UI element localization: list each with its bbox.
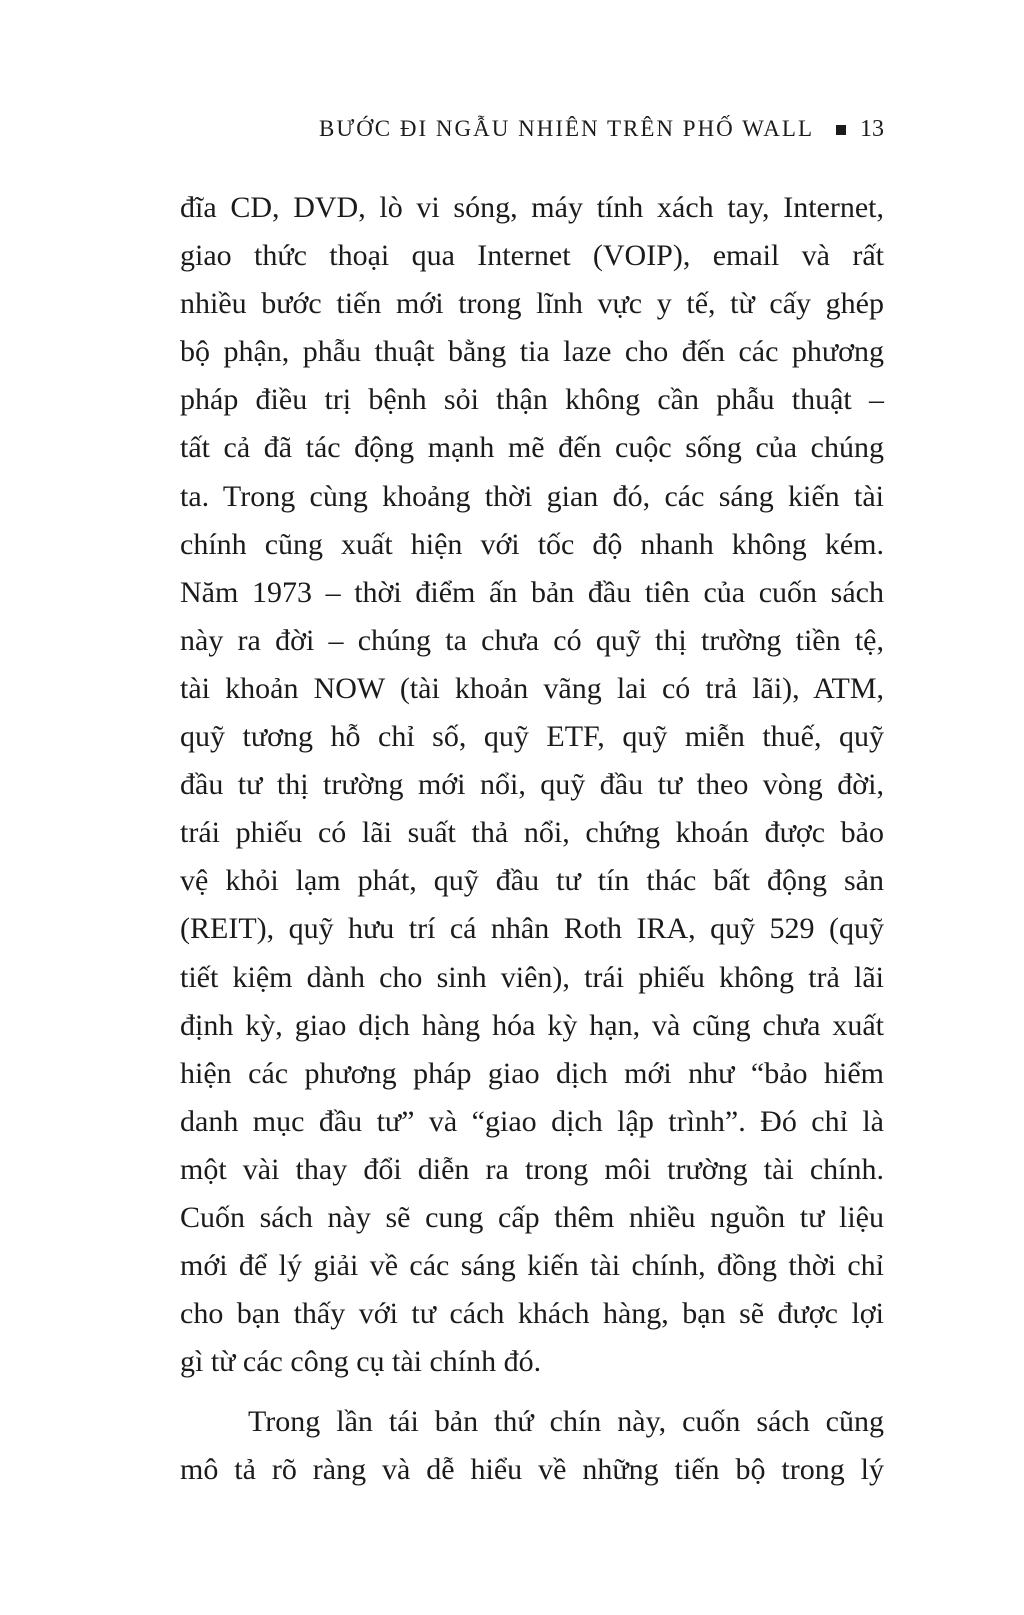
text-line: đĩa CD, DVD, lò vi sóng, máy tính xách tay, Internet, (180, 191, 884, 224)
page-number: 13 (860, 116, 884, 142)
paragraph-2 (180, 1398, 884, 1494)
text-line: (REIT), quỹ hưu trí cá nhân Roth IRA, quỹ 529 (quỹ (180, 912, 884, 946)
body-text (180, 184, 884, 1495)
text-line: cho bạn thấy với tư cách khách hàng, bạn sẽ được lợi (180, 1297, 884, 1331)
text-line: này ra đời – chúng ta chưa có quỹ thị trường tiền tệ, (180, 623, 884, 657)
running-header (0, 116, 884, 143)
book-title: BƯỚC ĐI NGẪU NHIÊN TRÊN PHỐ WALL (319, 116, 814, 141)
text-line: định kỳ, giao dịch hàng hóa kỳ hạn, và cũng chưa xuất (180, 1008, 884, 1042)
text-line: giao thức thoại qua Internet (VOIP), email và rất (180, 239, 884, 273)
text-line: tiết kiệm dành cho sinh viên), trái phiếu không trả lãi (180, 960, 884, 994)
text-line: gì từ các công cụ tài chính đó. (180, 1345, 542, 1379)
text-line: hiện các phương pháp giao dịch mới như “bảo hiểm (180, 1056, 884, 1090)
text-line: trái phiếu có lãi suất thả nổi, chứng khoán được bảo (180, 816, 884, 850)
square-bullet-icon (836, 125, 846, 135)
text-line: Năm 1973 – thời điểm ấn bản đầu tiên của cuốn sách (180, 575, 884, 609)
text-line: bộ phận, phẫu thuật bằng tia laze cho đến các phương (180, 335, 884, 369)
text-line: đầu tư thị trường mới nổi, quỹ đầu tư theo vòng đời, (180, 768, 884, 802)
text-line: ta. Trong cùng khoảng thời gian đó, các sáng kiến tài (180, 479, 884, 513)
text-line: một vài thay đổi diễn ra trong môi trường tài chính. (180, 1152, 884, 1186)
text-line: tài khoản NOW (tài khoản vãng lai có trả lãi), ATM, (180, 671, 884, 705)
text-line: mô tả rõ ràng và dễ hiểu về những tiến bộ trong lý (180, 1453, 884, 1487)
text-line: nhiều bước tiến mới trong lĩnh vực y tế, từ cấy ghép (180, 287, 884, 321)
text-line: tất cả đã tác động mạnh mẽ đến cuộc sống của chúng (180, 431, 884, 465)
text-line: vệ khỏi lạm phát, quỹ đầu tư tín thác bất động sản (180, 864, 884, 898)
paragraph-spacer (180, 1386, 884, 1398)
text-line: pháp điều trị bệnh sỏi thận không cần phẫu thuật – (180, 383, 884, 417)
text-line: Cuốn sách này sẽ cung cấp thêm nhiều nguồn tư liệu (180, 1200, 884, 1234)
text-line: danh mục đầu tư” và “giao dịch lập trình”. Đó chỉ là (180, 1104, 884, 1138)
text-line: Trong lần tái bản thứ chín này, cuốn sách cũng (248, 1405, 884, 1439)
text-line: mới để lý giải về các sáng kiến tài chính, đồng thời chỉ (180, 1249, 884, 1283)
text-line: chính cũng xuất hiện với tốc độ nhanh không kém. (180, 527, 884, 561)
paragraph-1 (180, 184, 884, 1386)
text-line: quỹ tương hỗ chỉ số, quỹ ETF, quỹ miễn thuế, quỹ (180, 720, 884, 754)
